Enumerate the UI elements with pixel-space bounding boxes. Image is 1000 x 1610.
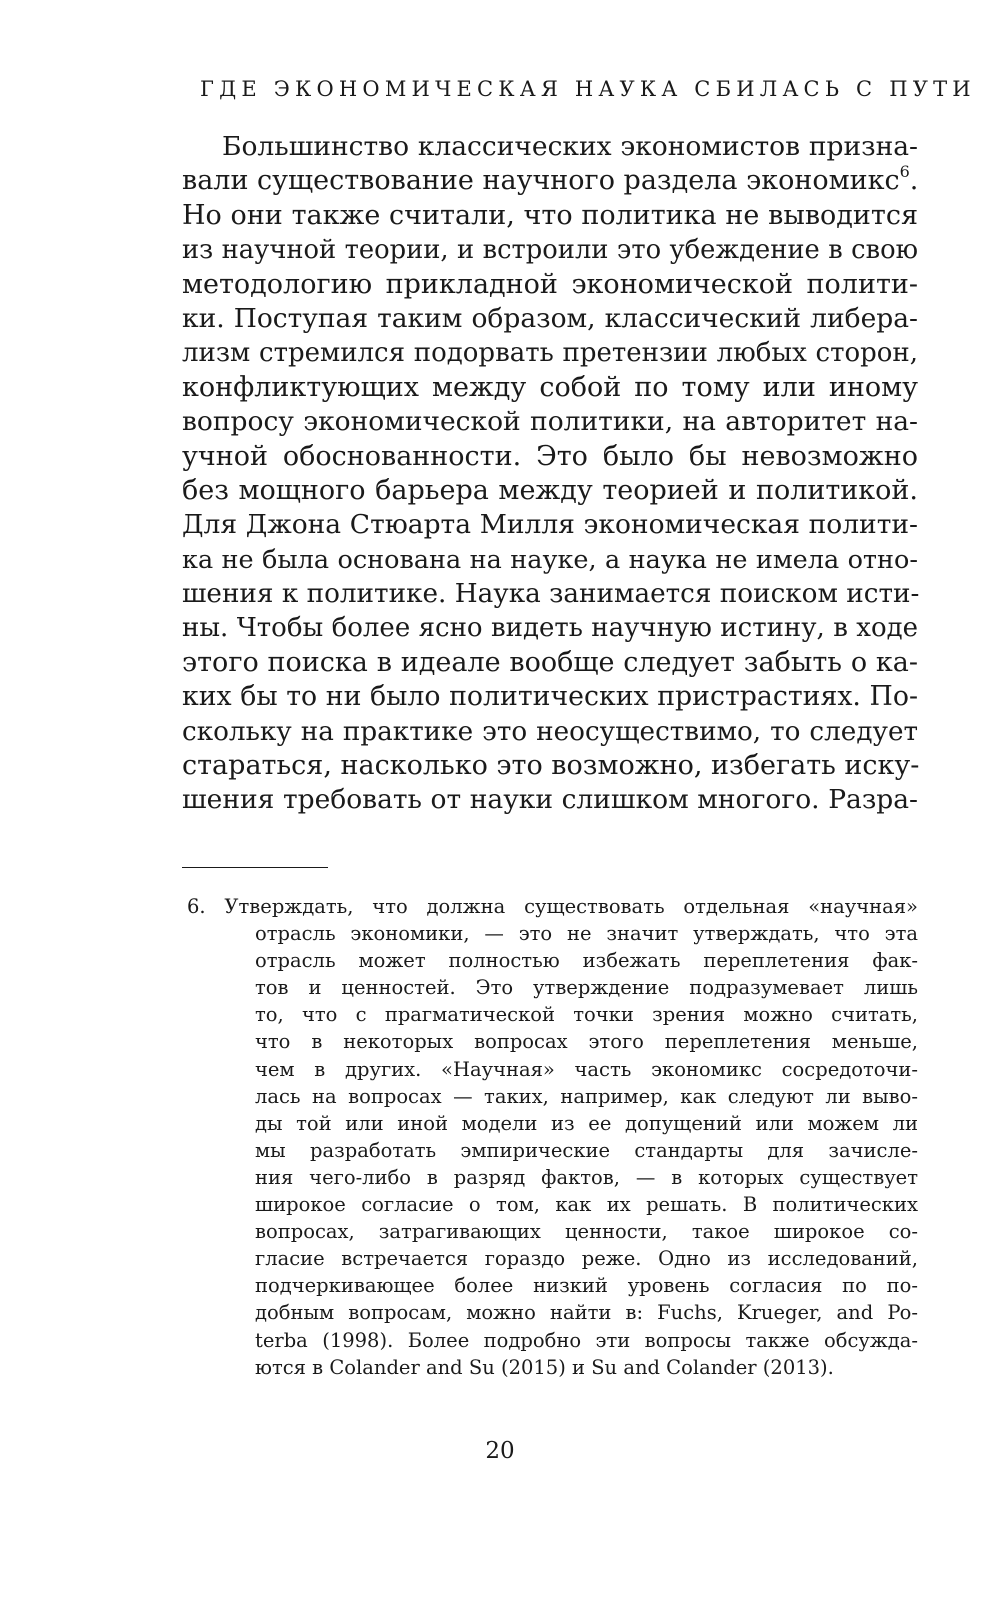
body-line: этого поиска в идеале вообще следует забыть о ка-: [182, 646, 918, 678]
body-paragraph: [182, 130, 918, 818]
footnote-line: тов и ценностей. Это утверждение подразумевает лишь: [255, 976, 918, 1000]
body-line: ки. Поступая таким образом, классический либера-: [182, 302, 918, 334]
footnote-line: что в некоторых вопросах этого переплетения меньше,: [255, 1030, 918, 1054]
body-line: методологию прикладной экономической полити-: [182, 268, 918, 300]
body-line-end: .: [909, 165, 919, 197]
body-line: шения к политике. Наука занимается поиском исти-: [182, 579, 920, 610]
body-line: шения требовать от науки слишком многого. Разра-: [182, 784, 918, 816]
footnote-line: подчеркивающее более низкий уровень согласия по по-: [255, 1274, 918, 1298]
footnote: [187, 893, 918, 1381]
body-line: Большинство классических экономистов призна-: [222, 131, 918, 162]
body-line: [182, 164, 918, 198]
footnote-line: отрасль может полностью избежать переплетения фак-: [255, 949, 918, 973]
body-line: учной обоснованности. Это было бы невозможно: [182, 440, 918, 472]
footnote-line: мы разработать эмпирические стандарты для зачисле-: [255, 1138, 918, 1162]
body-line: ка не была основана на науке, а наука не имела отно-: [182, 544, 918, 575]
running-head: ГДЕ ЭКОНОМИЧЕСКАЯ НАУКА СБИЛАСЬ С ПУТИ: [200, 77, 976, 101]
footnote-line: отрасль экономики, — это не значит утверждать, что эта: [255, 922, 918, 946]
footnote-line: лась на вопросах — таких, например, как следуют ли выво-: [255, 1084, 918, 1108]
footnote-line: широкое согласие о том, как их решать. В политических: [255, 1193, 918, 1217]
body-line: скольку на практике это неосуществимо, то следует: [182, 716, 918, 747]
footnote-reference[interactable]: 6: [899, 162, 910, 182]
footnote-line: то, что с прагматической точки зрения можно считать,: [255, 1003, 918, 1027]
body-line-text: вали существование научного раздела экономикс: [182, 165, 900, 197]
body-line: без мощного барьера между теорией и политикой.: [182, 474, 918, 506]
body-line: лизм стремился подорвать претензии любых сторон,: [182, 338, 918, 369]
footnote-line: добным вопросам, можно найти в: Fuchs, Krueger, and Po-: [255, 1301, 918, 1325]
body-line: стараться, насколько это возможно, избегать иску-: [182, 750, 920, 782]
footnote-line: terba (1998). Более подробно эти вопросы также обсужда-: [255, 1328, 918, 1352]
footnote-line: ния чего-либо в разряд фактов, — в которых существует: [255, 1165, 918, 1189]
footnote-line: ются в Colander and Su (2015) и Su and Colander (2013).: [255, 1355, 834, 1379]
footnote-line: чем в других. «Научная» часть экономикс сосредоточи-: [255, 1057, 918, 1081]
footnote-line: гласие встречается гораздо реже. Одно из исследований,: [255, 1247, 918, 1271]
body-line: Но они также считали, что политика не выводится: [182, 199, 918, 231]
page-number: 20: [485, 1438, 515, 1464]
body-line: вопросу экономической политики, на авторитет на-: [182, 406, 918, 438]
body-line: конфликтующих между собой по тому или иному: [182, 371, 918, 403]
footnote-divider: [182, 867, 328, 868]
body-line: Для Джона Стюарта Милля экономическая полити-: [182, 509, 918, 541]
body-line: ны. Чтобы более ясно видеть научную истину, в ходе: [182, 613, 918, 644]
footnote-line: 6. Утверждать, что должна существовать отдельная «научная»: [187, 895, 918, 918]
footnote-line: вопросах, затрагивающих ценности, такое широкое со-: [255, 1220, 918, 1244]
footnote-line: ды той или иной модели из ее допущений или можем ли: [255, 1111, 918, 1135]
body-line: из научной теории, и встроили это убеждение в свою: [182, 235, 918, 266]
body-line: ких бы то ни было политических пристрастиях. По-: [182, 681, 918, 713]
